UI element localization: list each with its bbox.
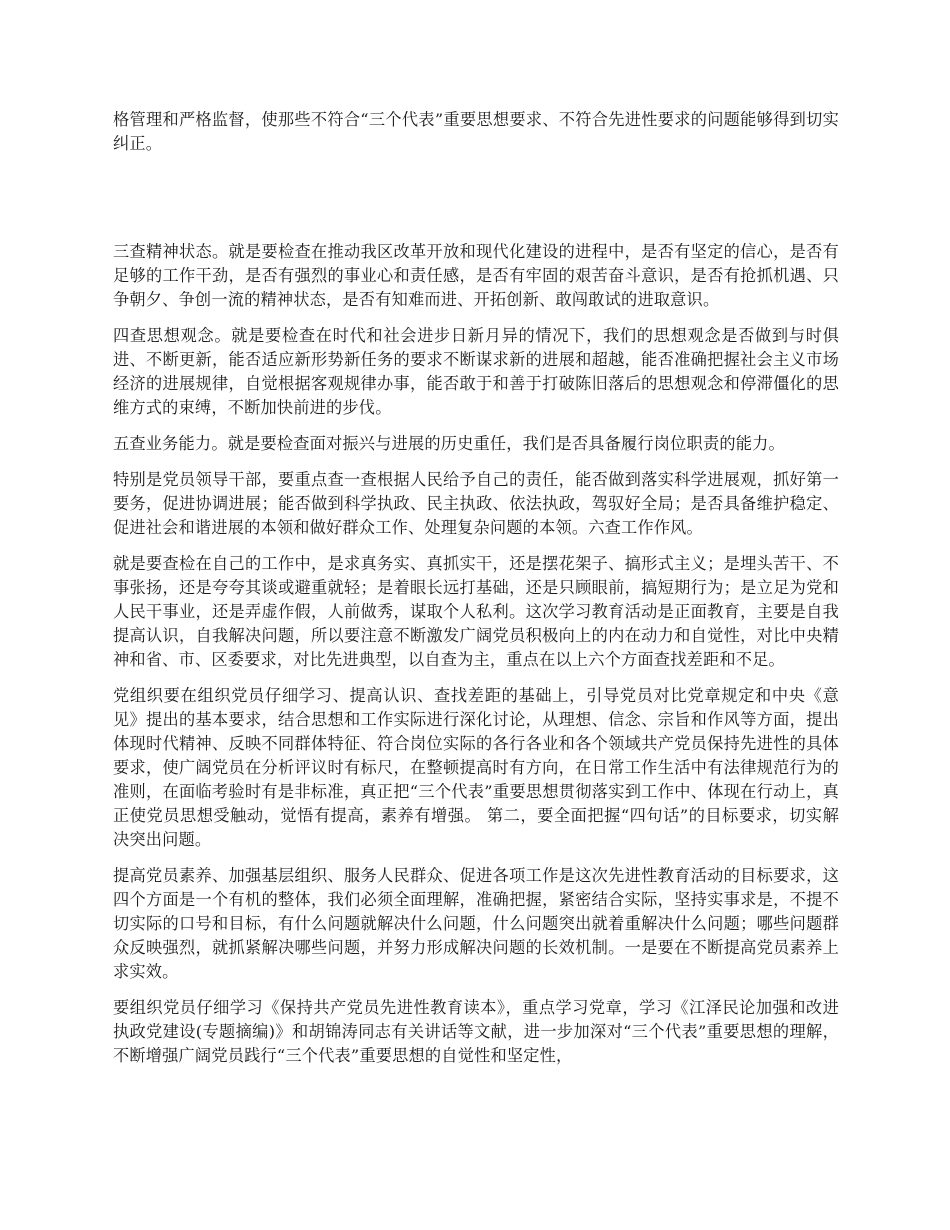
paragraph-1: 格管理和严格监督，使那些不符合“三个代表”重要思想要求、不符合先进性要求的问题能够得到切实纠正。 <box>113 110 839 153</box>
paragraph-8: 提高党员素养、加强基层组织、服务人民群众、促进各项工作是这次先进性教育活动的目标要求，这四个方面是一个有机的整体，我们必须全面理解，准确把握，紧密结合实际，坚持实事求是，不提不切实际的口号和目标，有什么问题就解决什么问题，什么问题突出就着重解决什么问题；哪些问题群众反映强烈，就抓紧解决哪些问题，并努力形成解决问题的长效机制。一是要在不断提高党员素养上求实效。 <box>113 866 839 981</box>
paragraph-7: 党组织要在组织党员仔细学习、提高认识、查找差距的基础上，引导党员对比党章规定和中央《意见》提出的基本要求，结合思想和工作实际进行深化讨论，从理想、信念、宗旨和作风等方面，提出体现时代精神、反映不同群体特征、符合岗位实际的各行各业和各个领域共产党员保持先进性的具体要求，使广阔党员在分析评议时有标尺，在整顿提高时有方向，在日常工作生活中有法律规范行为的准则，在面临考验时有是非标准，真正把“三个代表”重要思想贯彻落实到工作中、体现在行动上，真正使党员思想受触动，觉悟有提高，素养有增强。 第二，要全面把握“四句话”的目标要求，切实解决突出问题。 <box>113 686 839 849</box>
paragraph-gap <box>113 156 839 240</box>
paragraph-3: 四查思想观念。就是要检查在时代和社会进步日新月异的情况下，我们的思想观念是否做到与时俱进、不断更新，能否适应新形势新任务的要求不断谋求新的进展和超越，能否准确把握社会主义市场经济的进展规律，自觉根据客观规律办事，能否敢于和善于打破陈旧落后的思想观念和停滞僵化的思维方式的束缚，不断加快前进的步伐。 <box>113 326 839 417</box>
paragraph-6: 就是要查检在自己的工作中，是求真务实、真抓实干，还是摆花架子、搞形式主义；是埋头苦干、不事张扬，还是夸夸其谈或避重就轻；是着眼长远打基础，还是只顾眼前，搞短期行为；是立足为党和人民干事业，还是弄虚作假，人前做秀，谋取个人私利。这次学习教育活动是正面教育，主要是自我提高认识，自我解决问题，所以要注意不断激发广阔党员积极向上的内在动力和自觉性，对比中央精神和省、市、区委要求，对比先进典型，以自查为主，重点在以上六个方面查找差距和不足。 <box>113 554 839 669</box>
paragraph-2: 三查精神状态。就是要检查在推动我区改革开放和现代化建设的进程中，是否有坚定的信心，是否有足够的工作干劲，是否有强烈的事业心和责任感，是否有牢固的艰苦奋斗意识，是否有抢抓机遇、只争朝夕、争创一流的精神状态，是否有知难而进、开拓创新、敢闯敢试的进取意识。 <box>113 242 839 309</box>
paragraph-5: 特别是党员领导干部，要重点查一查根据人民给予自己的责任，能否做到落实科学进展观，抓好第一要务，促进协调进展；能否做到科学执政、民主执政、依法执政，驾驭好全局；是否具备维护稳定、促进社会和谐进展的本领和做好群众工作、处理复杂问题的本领。六查工作作风。 <box>113 470 839 537</box>
document-body <box>113 108 839 1080</box>
paragraph-4: 五查业务能力。就是要检查面对振兴与进展的历史重任，我们是否具备履行岗位职责的能力。 <box>113 434 785 453</box>
paragraph-9: 要组织党员仔细学习《保持共产党员先进性教育读本》，重点学习党章，学习《江泽民论加强和改进执政党建设(专题摘编)》和胡锦涛同志有关讲话等文献，进一步加深对“三个代表”重要思想的理解，不断增强广阔党员践行“三个代表”重要思想的自觉性和坚定性， <box>113 998 839 1065</box>
